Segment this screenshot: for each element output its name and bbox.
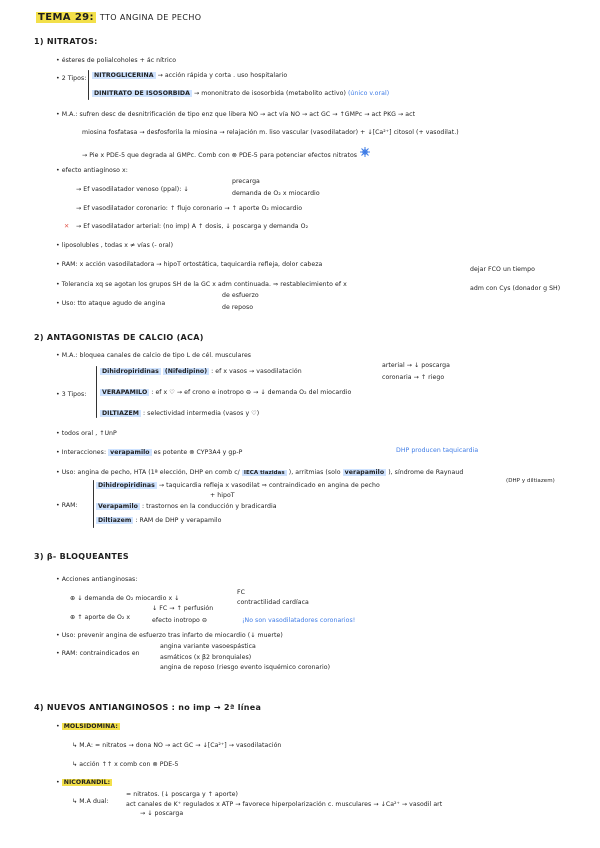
s2-ram-brace [93, 480, 94, 528]
s1-uso: • Uso: tto ataque agudo de angina [56, 300, 166, 307]
s2-ma-a: arterial → ↓ poscarga [382, 362, 450, 369]
s1-nitroglicerina-row [92, 72, 287, 80]
s3-aporte-note: ¡No son vasodilatadores coronarios! [242, 617, 356, 624]
s1-efecto-venoso-a: precarga [232, 178, 260, 185]
s1-uso-a: de esfuerzo [222, 292, 259, 299]
s2-ram-diltiazem [96, 517, 221, 525]
ram-verapamilo-desc: : trastornos en la conducción y bradicardia [141, 503, 277, 510]
s1-ma-line3-text: → Pie x PDE-5 que degrada al GMPc. Comb con ⊗ PDE-5 para potenciar efectos nitratos [82, 152, 358, 159]
s3-ram-c: angina de reposo (riesgo evento isquémico coronario) [160, 664, 331, 671]
s1-line-esteres: • ésteres de polialcoholes + ác nítrico [56, 57, 177, 64]
ram-dhp-desc: → taquicardia refleja x vasodilat ⇒ contraindicado en angina de pecho [158, 482, 380, 489]
ram-dhp-label: Dihidropiridinas [98, 482, 155, 489]
s1-tipos: • 2 Tipos: [56, 75, 87, 82]
s3-aporte: ⊕ ↑ aporte de O₂ x [70, 614, 131, 621]
s2-uso-text: • Uso: angina de pecho, HTA (1ª elección, DHP en comb c/ [56, 469, 240, 476]
s3-aporte-a: ↓ FC → ↑ perfusión [152, 605, 214, 612]
section-3-heading: 3) β- BLOQUEANTES [34, 552, 129, 561]
s2-ram-dhp [96, 482, 380, 490]
s4-nicorandil: • NICORANDIL: [56, 779, 111, 786]
page-title [36, 14, 201, 22]
s2-dhp-note: DHP producen taquicardia [396, 447, 479, 454]
s4-nicorandil-3: → ↓ poscarga [140, 810, 184, 817]
s1-efecto: • efecto antiagínoso x: [56, 167, 128, 174]
ram-verapamilo-label: Verapamilo [98, 503, 138, 510]
s2-uso [56, 469, 463, 477]
dinitrato-note: (único v.oral) [347, 90, 390, 97]
interacciones-verapamilo: verapamilo [110, 449, 150, 456]
s2-ma: • M.A.: bloquea canales de calcio de tipo L de cél. musculares [56, 352, 252, 359]
dinitrato-desc: → mononitrato de isosorbida (metabolito activo) [194, 90, 346, 97]
s1-tolerancia: • Tolerancia xq se agotan los grupos SH de la GC x adm continuada. ⇒ restablecimiento ef x [56, 281, 347, 288]
interacciones-desc: es potente ⊗ CYP3A4 y gp-P [153, 449, 243, 456]
s2-tipos: • 3 Tipos: [56, 391, 87, 398]
ram-diltiazem-desc: : RAM de DHP y verapamilo [135, 517, 222, 524]
nitroglicerina-label: NITROGLICERINA [94, 72, 154, 79]
s2-interacciones [56, 449, 242, 457]
sparkle-icon [359, 147, 371, 160]
s1-ma-line1: • M.A.: sufren desc de desnitrificación de tipo enz que libera NO → act vía NO → act GC → ↑GMPc → act PKG → act [56, 111, 416, 118]
s2-verapamilo-row [100, 389, 351, 397]
s3-acciones: • Acciones antianginosas: [56, 576, 138, 583]
s2-diltiazem-row [100, 410, 259, 418]
s1-efecto-venoso-b: demanda de O₂ x miocardio [232, 190, 320, 197]
s1-ma-line3 [82, 147, 371, 160]
verapamilo-desc: : ef x ♡ → ef crono e inotropo ⊖ → ↓ demanda O₂ del miocardio [151, 389, 352, 396]
s2-ram: • RAM: [56, 502, 78, 509]
nicorandil-label: NICORANDIL: [63, 779, 111, 786]
dhp-example: (Nifedipino) [164, 368, 208, 375]
s4-nicorandil-1: = nitratos. (↓ poscarga y ↑ aporte) [126, 791, 238, 798]
s1-ma-line2: miosina fosfatasa → desfosforila la miosina → relajación m. liso vascular (vasodilatador) + ↓[Ca²⁺] citosol (+ vasodilat.) [82, 129, 459, 136]
section-2-heading: 2) ANTAGONISTAS DE CALCIO (ACA) [34, 333, 204, 342]
s2-dhp-row [100, 368, 302, 376]
s2-uso-end: ), síndrome de Raynaud [388, 469, 464, 476]
s2-uso-verapamilo: verapamilo [344, 469, 385, 476]
nitroglicerina-desc: → acción rápida y corta . uso hospitalario [157, 72, 288, 79]
s3-uso: • Uso: prevenir angina de esfuerzo tras infarto de miocardio (↓ muerte) [56, 632, 283, 639]
s1-liposolubles: • liposolubles , todas x ≠ vías (- oral) [56, 242, 174, 249]
ram-diltiazem-label: Diltiazem [98, 517, 132, 524]
s2-uso-note: (DHP y diltiazem) [506, 478, 555, 484]
s2-oral: • todos oral , ↑UnP [56, 430, 117, 437]
dinitrato-label: DINITRATO DE ISOSORBIDA [94, 90, 190, 97]
s1-tolerancia-a: dejar FCO un tiempo [470, 266, 535, 273]
section-4-heading: 4) NUEVOS ANTIANGINOSOS : no imp → 2ª línea [34, 703, 262, 712]
s3-ram-a: angina variante vasoespástica [160, 643, 256, 650]
interacciones-label: • Interacciones: [56, 449, 107, 456]
s3-demanda-b: contractilidad cardíaca [237, 599, 309, 606]
s3-ram: • RAM: contraindicados en [56, 650, 140, 657]
s2-tipos-brace [96, 366, 97, 418]
s3-demanda-a: FC [237, 589, 245, 596]
diltiazem-desc: : selectividad intermedia (vasos y ♡) [143, 410, 260, 417]
verapamilo-label: VERAPAMILO [102, 389, 148, 396]
title-rest: TTO ANGINA DE PECHO [99, 13, 202, 22]
molsidomina-label: MOLSIDOMINA: [63, 723, 118, 730]
s1-tolerancia-b: adm con Cys (donador g SH) [470, 285, 561, 292]
s2-ram-verapamilo [96, 503, 277, 511]
cross-icon: ✕ [64, 223, 70, 230]
s3-ram-b: asmáticos (x β2 bronquiales) [160, 654, 252, 661]
s3-demanda: ⊕ ↓ demanda de O₂ miocardio x ↓ [70, 595, 180, 602]
section-1-heading: 1) NITRATOS: [34, 37, 98, 46]
s1-dinitrato-row [92, 90, 389, 98]
s2-uso-post: ), arritmias (solo [288, 469, 341, 476]
s2-uso-box: IECA tiazidas [243, 470, 285, 476]
s1-efecto-coronario: → Ef vasodilatador coronario: ↑ flujo coronario → ↑ aporte O₂ miocardio [76, 205, 303, 212]
s4-nicorandil-ma: ↳ M.A dual: [72, 798, 109, 805]
s4-molsidomina-ma: ↳ M.A: = nitratos → dona NO → act GC → ↓[Ca²⁺] → vasodilatación [72, 742, 282, 749]
dhp-label: Dihidropiridinas [102, 368, 159, 375]
s3-aporte-b: efecto inotropo ⊖ [152, 617, 208, 624]
s4-molsidomina-accion: ↳ acción ↑↑ x comb con ⊗ PDE-5 [72, 761, 179, 768]
diltiazem-label: DILTIAZEM [102, 410, 139, 417]
s1-efecto-arterial: → Ef vasodilatador arterial: (no imp) A ↑ dosis, ↓ poscarga y demanda O₂ [76, 223, 309, 230]
s2-ma-b: coronaria → ↑ riego [382, 374, 445, 381]
title-label: TEMA 29: [38, 12, 94, 23]
s2-ram-dhp-sub: + hipoT [210, 492, 235, 499]
s1-efecto-venoso: → Ef vasodilatador venoso (ppal): ↓ [76, 186, 189, 193]
s1-uso-b: de reposo [222, 304, 254, 311]
s1-ram: • RAM: x acción vasodilatadora → hipoT ortostática, taquicardia refleja, dolor cabeza [56, 261, 323, 268]
s4-molsidomina: • MOLSIDOMINA: [56, 723, 118, 730]
s4-nicorandil-2: act canales de K⁺ regulados x ATP → favorece hiperpolarización c. musculares → ↓Ca²⁺ → vasodil art [126, 801, 443, 808]
dhp-desc: : ef x vasos → vasodilatación [211, 368, 302, 375]
s1-tipos-brace [88, 70, 89, 100]
